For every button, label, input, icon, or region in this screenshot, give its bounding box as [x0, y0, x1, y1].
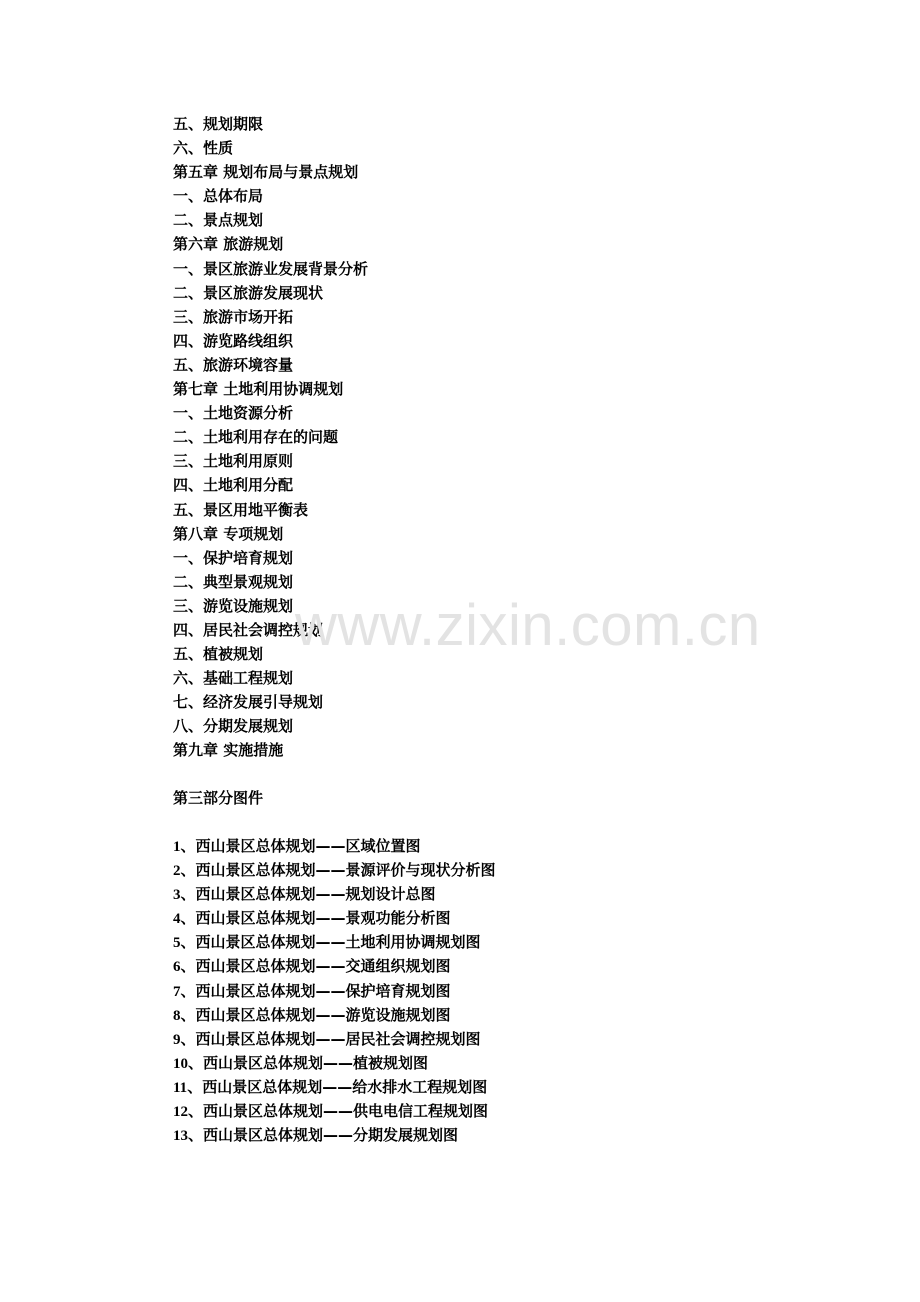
figure-title: 、西山景区总体规划——景源评价与现状分析图	[180, 861, 496, 880]
figure-item	[173, 906, 496, 930]
figure-item	[173, 1123, 496, 1147]
figure-title: 、西山景区总体规划——土地利用协调规划图	[180, 933, 481, 952]
figure-title: 、西山景区总体规划——分期发展规划图	[188, 1126, 459, 1145]
toc-item: 一、土地资源分析	[173, 404, 294, 423]
chapter-heading: 第九章 实施措施	[173, 741, 284, 760]
toc-item: 八、分期发展规划	[173, 717, 294, 736]
figure-item	[173, 834, 496, 858]
figure-title: 、西山景区总体规划——供电电信工程规划图	[188, 1102, 489, 1121]
figure-title: 、西山景区总体规划——居民社会调控规划图	[180, 1029, 481, 1048]
figure-number: 13	[173, 1128, 188, 1145]
figure-item	[173, 882, 496, 906]
figure-number: 12	[173, 1104, 188, 1121]
figure-item	[173, 1099, 496, 1123]
toc-item: 三、土地利用原则	[173, 452, 294, 471]
figure-title: 、西山景区总体规划——规划设计总图	[180, 885, 436, 904]
figure-number: 7	[173, 983, 181, 1000]
figure-title: 、西山景区总体规划——给水排水工程规划图	[187, 1077, 488, 1096]
toc-item: 五、景区用地平衡表	[173, 500, 309, 519]
chapter-heading: 第七章 土地利用协调规划	[173, 380, 344, 399]
figure-item	[173, 1027, 496, 1051]
figure-item	[173, 858, 496, 882]
figure-title: 、西山景区总体规划——游览设施规划图	[180, 1005, 451, 1024]
toc-item: 一、总体布局	[173, 187, 264, 206]
toc-item: 六、性质	[173, 139, 234, 158]
figure-number: 11	[173, 1079, 188, 1096]
toc-item: 四、游览路线组织	[173, 331, 294, 350]
toc-item: 二、典型景观规划	[173, 572, 294, 591]
watermark: www.zixin.com.cn	[295, 593, 761, 658]
toc-item: 五、植被规划	[173, 645, 264, 664]
toc-item: 七、经济发展引导规划	[173, 693, 324, 712]
toc-item: 四、居民社会调控规划	[173, 620, 324, 639]
figure-number: 2	[173, 863, 181, 880]
figure-list	[173, 834, 496, 1147]
figure-title: 、西山景区总体规划——植被规划图	[188, 1053, 429, 1072]
figure-title: 、西山景区总体规划——交通组织规划图	[180, 957, 451, 976]
figure-title: 、西山景区总体规划——区域位置图	[180, 837, 421, 855]
toc-item: 一、保护培育规划	[173, 548, 294, 567]
figure-number: 8	[173, 1007, 181, 1024]
figure-item	[173, 979, 496, 1003]
toc-item: 四、土地利用分配	[173, 476, 294, 495]
figure-item	[173, 1003, 496, 1027]
figure-number: 3	[173, 887, 181, 904]
toc-item: 五、旅游环境容量	[173, 355, 294, 374]
part-title: 第三部分图件	[173, 789, 264, 807]
toc-item: 二、土地利用存在的问题	[173, 428, 339, 447]
figure-number: 10	[173, 1055, 188, 1072]
toc-item: 五、规划期限	[173, 115, 264, 133]
figure-number: 6	[173, 959, 181, 976]
toc-item: 二、景区旅游发展现状	[173, 283, 324, 302]
figure-item	[173, 1075, 496, 1099]
chapter-heading: 第五章 规划布局与景点规划	[173, 163, 359, 182]
figure-number: 1	[173, 839, 181, 855]
figure-item	[173, 954, 496, 978]
toc-item: 一、景区旅游业发展背景分析	[173, 259, 369, 278]
figure-title: 、西山景区总体规划——保护培育规划图	[180, 981, 451, 1000]
toc-item: 六、基础工程规划	[173, 669, 294, 688]
figure-number: 9	[173, 1031, 181, 1048]
chapter-heading: 第八章 专项规划	[173, 524, 284, 543]
figure-item	[173, 1051, 496, 1075]
table-of-contents	[173, 112, 368, 763]
toc-item: 二、景点规划	[173, 211, 264, 230]
toc-item: 三、游览设施规划	[173, 596, 294, 615]
figure-item	[173, 930, 496, 954]
toc-item: 三、旅游市场开拓	[173, 307, 294, 326]
chapter-heading: 第六章 旅游规划	[173, 235, 284, 254]
figure-number: 4	[173, 911, 181, 928]
figure-title: 、西山景区总体规划——景观功能分析图	[180, 909, 451, 928]
figure-number: 5	[173, 935, 181, 952]
